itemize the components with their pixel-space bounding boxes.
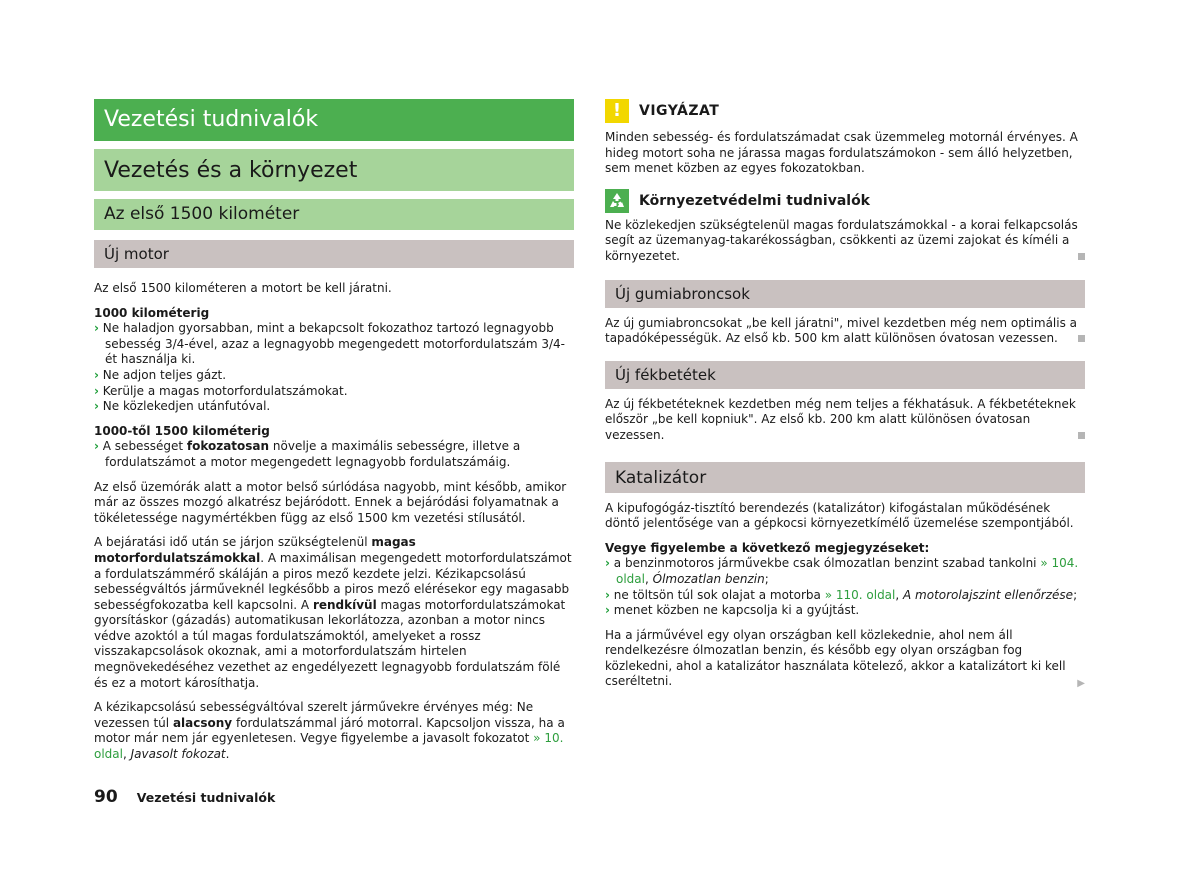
- recycle-icon: [605, 189, 629, 213]
- chevron-right-icon: ›: [94, 439, 99, 454]
- left-column: [94, 99, 574, 763]
- chevron-right-icon: ›: [94, 399, 99, 414]
- catalytic-country-text: Ha a járművével egy olyan országban kell közlekednie, ahol nem áll rendelkezésre ólmozatlan benzin, és később egy olyan országban fog közlekedni, ahol a katalizátor használata kötelező, akkor a katalizátort ki kell cseréltetni. ▶: [605, 628, 1085, 690]
- catalytic-notes-subheading: Vegye figyelembe a következő megjegyzéseket:: [605, 540, 930, 555]
- end-marker-icon: [1078, 335, 1085, 342]
- warning-icon: !: [605, 99, 629, 123]
- list-item: › a benzinmotoros járművekbe csak ólmozatlan benzint szabad tankolni » 104. oldal, Ólmozatlan benzin;: [605, 556, 1079, 586]
- page-number: 90: [94, 787, 118, 807]
- intro-text: Az első 1500 kilométeren a motort be kell járatni.: [94, 281, 392, 295]
- warning-title: VIGYÁZAT: [639, 103, 720, 119]
- list-item: › ne töltsön túl sok olajat a motorba » 110. oldal, A motorolajszint ellenőrzése;: [605, 587, 1078, 602]
- page-link[interactable]: » 104. oldal: [616, 556, 1079, 586]
- topic-heading-new-engine: Új motor: [94, 240, 574, 268]
- paragraph-running-in: Az első üzemórák alatt a motor belső súrlódása nagyobb, mint később, amikor már az összes mozgó alkatrész bejáródott. Ennek a bejáródási folyamatnak a tökéletessége nagymértékben függ az első 1500 km vezetési stílusától.: [94, 479, 567, 525]
- subheading-1000-1500km: 1000-től 1500 kilométerig: [94, 423, 270, 438]
- chevron-right-icon: ›: [94, 367, 99, 382]
- page-link[interactable]: » 10. oldal: [94, 731, 564, 762]
- chevron-right-icon: ›: [94, 321, 99, 336]
- environment-note-header: [605, 189, 1085, 215]
- warning-text: Minden sebesség- és fordulatszámadat csak üzemmeleg motornál érvényes. A hideg motort soha ne járassa magas fordulatszámokon - sem álló helyzetben, sem menet közben az egyes fokozatokban.: [605, 130, 1078, 176]
- chevron-right-icon: ›: [605, 556, 610, 571]
- list-item: › A sebességet fokozatosan növelje a maximális sebességre, illetve a fordulatszámot a motor megengedett legnagyobb fordulatszámáig.: [94, 439, 521, 469]
- chevron-right-icon: ›: [94, 383, 99, 398]
- subsection-heading: Az első 1500 kilométer: [94, 199, 574, 230]
- end-marker-icon: [1078, 432, 1085, 439]
- page-link[interactable]: » 110. oldal: [824, 587, 896, 602]
- subheading-1000km: 1000 kilométerig: [94, 305, 210, 320]
- footer-section-title: Vezetési tudnivalók: [136, 790, 276, 805]
- right-column: [605, 99, 1085, 692]
- list-item: › menet közben ne kapcsolja ki a gyújtást.: [605, 603, 860, 618]
- topic-heading-new-brake-pads: Új fékbetétek: [605, 361, 1085, 389]
- section-heading: Vezetés és a környezet: [94, 149, 574, 191]
- paragraph-manual-gearbox: A kézikapcsolású sebességváltóval szerelt járművekre érvényes még: Ne vezessen túl alacsony fordulatszámmal járó motorral. Kapcsoljon vissza, ha a motor már nem jár egyenletesen. Vegye figyelembe a javasolt fokozatot » 10. oldal, Javasolt fokozat.: [94, 700, 565, 762]
- chevron-right-icon: ›: [605, 587, 610, 602]
- brake-pads-text: Az új fékbetéteknek kezdetben még nem teljes a fékhatásuk. A fékbetéteknek először „be kell kopniuk". Az első kb. 200 km alatt különösen óvatosan vezessen.: [605, 397, 1085, 444]
- list-item: › Ne adjon teljes gázt.: [94, 367, 227, 382]
- list-item: › Ne haladjon gyorsabban, mint a bekapcsolt fokozathoz tartozó legnagyobb sebesség 3/4-ével, azaz a legnagyobb megengedett motorfordulatszám 3/4-ét használja ki.: [94, 321, 565, 367]
- list-item: › Ne közlekedjen utánfutóval.: [94, 399, 271, 414]
- paragraph-high-rpm: A bejáratási idő után se járjon szükségtelenül magas motorfordulatszámokkal. A maximálisan megengedett motorfordulatszámot a fordulatszámmérő skáláján a piros mező kezdete jelzi. Kézikapcsolású sebességváltós járműveknél legkésőbb a piros mező elérésekor egy magasabb sebességfokozatba kell kapcsolni. A rendkívül magas motorfordulatszámokat gyorsításkor (gázadás) automatikusan lekorlátozza, azonban a motor nincs védve azoktól a túl magas fordulatszámoktól, amelyeket a rossz visszakapcsolások okoznak, ami a motorfordulatszám hirtelen megnövekedéséhez vezethet az engedélyezett legnagyobb fordulatszám fölé és ez a motort károsíthatja.: [94, 535, 572, 690]
- environment-note-text: Ne közlekedjen szükségtelenül magas fordulatszámokkal - a korai felkapcsolás segít az üzemanyag-takarékosságban, csökkenti az üzemi zajokat és kíméli a környezetet.: [605, 218, 1085, 265]
- tyres-text: Az új gumiabroncsokat „be kell járatni", mivel kezdetben még nem optimális a tapadóképességük. Az első kb. 500 km alatt különösen óvatosan vezessen.: [605, 316, 1085, 347]
- catalytic-intro-text: A kipufogógáz-tisztító berendezés (katalizátor) kifogástalan működésének döntő jelentősége van a gépkocsi környezetkímélő üzemelése szempontjából.: [605, 500, 1074, 531]
- warning-box-header: [605, 99, 1085, 125]
- continue-arrow-icon: ▶: [1077, 678, 1085, 690]
- end-marker-icon: [1078, 253, 1085, 260]
- topic-heading-new-tyres: Új gumiabroncsok: [605, 280, 1085, 308]
- chapter-heading: Vezetési tudnivalók: [94, 99, 574, 141]
- environment-note-title: Környezetvédelmi tudnivalók: [639, 192, 870, 209]
- chevron-right-icon: ›: [605, 603, 610, 618]
- topic-heading-catalytic-converter: Katalizátor: [605, 462, 1085, 493]
- list-item: › Kerülje a magas motorfordulatszámokat.: [94, 383, 348, 398]
- page-footer: [94, 787, 275, 807]
